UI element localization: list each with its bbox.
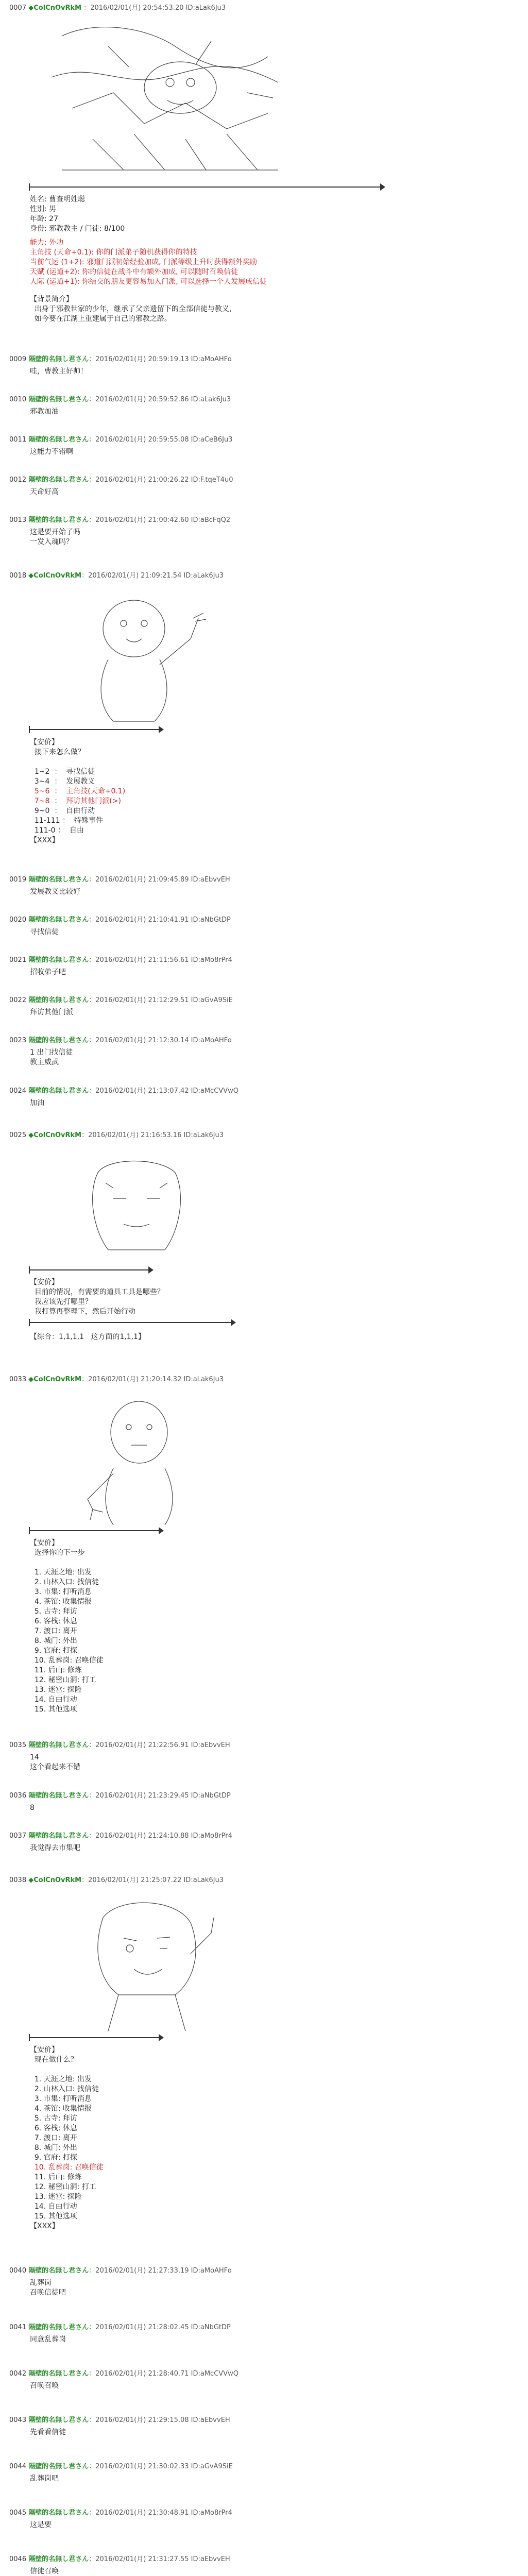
post-number[interactable]: 0038 (9, 1876, 27, 1884)
post-meta: ：2016/02/01(月) 21:30:02.33 ID:aGvA9SiE (89, 2463, 233, 2470)
post-number[interactable]: 0044 (9, 2463, 27, 2470)
post-number[interactable]: 0046 (9, 2555, 27, 2563)
post-text: 一发入魂吗？ (30, 538, 73, 546)
post-text: 天命好高 (30, 488, 59, 496)
post-text: 招收弟子吧 (30, 968, 66, 976)
separator-line (30, 187, 380, 188)
post-text: 教主威武 (30, 1058, 59, 1066)
menu-title: 【安价】 (30, 1539, 59, 1547)
post-text: 这是要开始了吗 (30, 528, 80, 536)
menu-option-highlighted[interactable]: 10. 乱葬岗: 召唤信徒 (30, 2163, 104, 2172)
poster-name: 隔壁的名無し君さん (28, 1037, 89, 1044)
post-number[interactable]: 0010 (9, 396, 27, 403)
profile-background (30, 295, 236, 324)
menu-option-highlighted[interactable]: 5~6 ： 主角技(天命+0.1) (30, 787, 126, 795)
menu-option[interactable]: 15. 其他选项 (30, 2212, 77, 2221)
post-text: 我觉得去市集吧 (30, 1844, 80, 1852)
post-meta: ：2016/02/01(月) 20:59:52.86 ID:aLak6Ju3 (89, 396, 231, 403)
menu-option[interactable]: 111-0 ： 自由 (30, 826, 84, 835)
profile-abilities (30, 238, 267, 287)
post-number[interactable]: 0009 (9, 355, 27, 363)
menu-option[interactable]: 6. 客栈: 休息 (30, 1617, 77, 1625)
post-number[interactable]: 0018 (9, 572, 27, 580)
post-text: 我打算再整理下，然后开始行动 (30, 1308, 135, 1316)
post-text: 乱葬岗吧 (30, 2475, 59, 2483)
menu-option[interactable]: 11. 后山: 修炼 (30, 1666, 82, 1674)
post-meta: ：2016/02/01(月) 21:22:56.91 ID:aEbvvEH (89, 1741, 230, 1749)
post-number[interactable]: 0040 (9, 2267, 27, 2275)
tail-line: 出身于邪教世家的少年，继承了父亲遗留下的全部信徒与教义， (30, 305, 236, 313)
post-meta: ：2016/02/01(月) 21:30:48.91 ID:aMo8rPr4 (89, 2509, 232, 2517)
post-meta: ：2016/02/01(月) 21:12:30.14 ID:aMoAHFo (89, 1037, 232, 1044)
profile-text (30, 195, 125, 234)
menu-option[interactable]: 3~4 ： 发展教义 (30, 777, 95, 786)
post-text: 发展教义比较好 (30, 888, 80, 896)
ascii-art-character-winking (72, 1892, 222, 2036)
poster-name: 隔壁的名無し君さん (28, 1741, 89, 1749)
post-meta: ：2016/02/01(月) 21:25:07.22 ID:aLak6Ju3 (81, 1876, 224, 1884)
poster-name: 隔壁的名無し君さん (28, 355, 89, 363)
menu-option[interactable]: 10. 乱葬岗: 召唤信徒 (30, 1656, 104, 1665)
menu-option[interactable]: 1. 天涯之地: 出发 (30, 2075, 92, 2083)
post-number[interactable]: 0033 (9, 1376, 27, 1383)
post-text: 拜访其他门派 (30, 1008, 73, 1016)
post-text: 召唤信徒吧 (30, 2289, 66, 2297)
post-meta: ：2016/02/01(月) 21:20:14.32 ID:aLak6Ju3 (81, 1376, 224, 1383)
menu-title: 【安价】 (30, 1278, 59, 1286)
post-number[interactable]: 0041 (9, 2324, 27, 2331)
menu-option[interactable]: 5. 古寺: 拜访 (30, 2114, 77, 2123)
post-number[interactable]: 0022 (9, 996, 27, 1004)
poster-name: 隔壁的名無し君さん (28, 2267, 89, 2275)
menu-option[interactable]: 14. 自由行动 (30, 2202, 77, 2211)
post-text: 召唤召唤 (30, 2382, 59, 2390)
post-meta: ：2016/02/01(月) 21:23:29.45 ID:aNbGtDP (89, 1792, 231, 1800)
ascii-art-character-waving (77, 587, 211, 726)
menu-option[interactable]: 14. 自由行动 (30, 1696, 77, 1704)
post-text: 邪教加油 (30, 408, 59, 416)
poster-name: 隔壁的名無し君さん (28, 876, 89, 884)
menu-option[interactable]: 4. 茶馆: 收集情报 (30, 1598, 92, 1606)
post-text: 8 (30, 1804, 35, 1812)
poster-name: 隔壁的名無し君さん (28, 436, 89, 444)
post-header (9, 4, 226, 12)
tail-line: 【背景简介】 (30, 295, 73, 303)
post-meta: ：2016/02/01(月) 20:59:55.08 ID:aCeB6Ju3 (89, 436, 233, 444)
menu-title: 【安价】 (30, 2046, 59, 2054)
menu-option[interactable]: 11-111 ： 特殊事件 (30, 817, 103, 825)
menu-option[interactable]: 9~0 ： 自由行动 (30, 807, 95, 815)
post-number[interactable]: 0024 (9, 1087, 27, 1095)
poster-name: 隔壁的名無し君さん (28, 996, 89, 1004)
post-text: 加油 (30, 1099, 44, 1107)
poster-name: 隔壁的名無し君さん (28, 2509, 89, 2517)
poster-name: 隔壁的名無し君さん (28, 1792, 89, 1800)
question-text (30, 1278, 164, 1317)
ascii-art-title-illustration (31, 15, 299, 180)
poster-name: ◆ColCnOvRkM (28, 1131, 82, 1139)
menu-prompt: 接下来怎么做？ (30, 748, 85, 756)
menu-title: 【安价】 (30, 738, 59, 747)
menu-result: 【XXX】 (30, 836, 59, 844)
poster-name: 隔壁的名無し君さん (28, 956, 89, 964)
menu-option[interactable]: 2. 山林入口: 找信徒 (30, 1578, 99, 1586)
menu-option[interactable]: 9. 官府: 打探 (30, 2154, 77, 2162)
post-meta: ：2016/02/01(月) 21:28:02.45 ID:aNbGtDP (89, 2324, 231, 2331)
menu-prompt: 现在做什么？ (30, 2056, 78, 2064)
poster-name: 隔壁的名無し君さん (28, 476, 89, 484)
post-meta: ：2016/02/01(月) 21:11:56.61 ID:aMo8rPr4 (89, 956, 232, 964)
ability-line: 能力: 外功 (30, 239, 64, 247)
tail-line: 如今要在江湖上重建属于自己的邪教之路。 (30, 315, 172, 323)
post-meta: ：2016/02/01(月) 20:54:53.20 ID:aLak6Ju3 (83, 4, 226, 12)
menu-option[interactable]: 8. 城门: 外出 (30, 2144, 77, 2152)
poster-name: 隔壁的名無し君さん (28, 916, 89, 924)
post-meta: ：2016/02/01(月) 20:59:19.13 ID:aMoAHFo (89, 355, 232, 363)
poster-name: ◆ColCnOvRkM (28, 4, 82, 12)
menu-option[interactable]: 1. 天涯之地: 出发 (30, 1568, 92, 1577)
location-menu (30, 2045, 104, 2231)
separator-line (30, 2037, 159, 2038)
menu-option[interactable]: 2. 山林入口: 找信徒 (30, 2085, 99, 2093)
post-meta: ：2016/02/01(月) 21:00:26.22 ID:F.tqeT4u0 (89, 476, 233, 484)
ability-line: 人际 (运道+1): 你结交的朋友更容易加入门派, 可以选择一个人发展成信徒 (30, 278, 267, 286)
line-age: 年龄: 27 (30, 215, 58, 223)
menu-option[interactable]: 15. 其他选项 (30, 1705, 77, 1714)
menu-result: 【XXX】 (30, 2222, 59, 2230)
post-text: 同意乱葬岗 (30, 2335, 66, 2344)
post-number[interactable]: 0036 (9, 1792, 27, 1800)
location-menu (30, 1538, 104, 1715)
post-meta: ：2016/02/01(月) 21:09:45.89 ID:aEbvvEH (89, 876, 230, 884)
menu-option[interactable]: 12. 秘密山洞: 打工 (30, 1676, 96, 1684)
post-number[interactable]: 0020 (9, 916, 27, 924)
post-number[interactable]: 0045 (9, 2509, 27, 2517)
poster-name: 隔壁的名無し君さん (28, 2416, 89, 2424)
post-number[interactable]: 0043 (9, 2416, 27, 2424)
menu-option[interactable]: 12. 秘密山洞: 打工 (30, 2183, 96, 2191)
menu-option[interactable]: 1~2 ： 寻找信徒 (30, 768, 95, 776)
post-number[interactable]: 0037 (9, 1832, 27, 1840)
menu-prompt: 选择你的下一步 (30, 1549, 85, 1557)
post-number[interactable]: 0025 (9, 1131, 27, 1139)
menu-option[interactable]: 13. 迷宫: 探险 (30, 2193, 82, 2201)
post-number[interactable]: 0013 (9, 516, 27, 524)
poster-name: 隔壁的名無し君さん (28, 1087, 89, 1095)
poster-name: 隔壁的名無し君さん (28, 2324, 89, 2331)
poster-name: 隔壁的名無し君さん (28, 396, 89, 403)
post-meta: ：2016/02/01(月) 21:31:27.55 ID:aEbvvEH (89, 2555, 230, 2563)
post-number[interactable]: 0035 (9, 1741, 27, 1749)
menu-option-highlighted[interactable]: 7~8 ： 拜访其他门派(>) (30, 797, 121, 805)
post-number[interactable]: 0042 (9, 2370, 27, 2378)
post-text: 我应该先打哪里？ (30, 1298, 92, 1306)
separator-line (30, 1322, 231, 1323)
menu-option[interactable]: 3. 市集: 打听消息 (30, 1588, 92, 1596)
poster-name: ◆ColCnOvRkM (28, 1376, 82, 1383)
menu-option[interactable]: 6. 客栈: 休息 (30, 2124, 77, 2132)
post-number[interactable]: 0012 (9, 476, 27, 484)
menu-option[interactable]: 4. 茶馆: 收集情报 (30, 2105, 92, 2113)
separator-line (30, 1530, 159, 1531)
poster-name: 隔壁的名無し君さん (28, 2555, 89, 2563)
post-text: 这个看起来不错 (30, 1763, 80, 1771)
choice-menu (30, 738, 125, 845)
ability-line: 天赋 (运道+2): 你的信徒在战斗中有额外加成, 可以随时召唤信徒 (30, 268, 239, 276)
post-text: 哇，曹教主好帅！ (30, 367, 88, 376)
post-number[interactable]: 0019 (9, 876, 27, 884)
post-text: 1 出门找信徒 (30, 1048, 73, 1057)
menu-option[interactable]: 3. 市集: 打听消息 (30, 2095, 92, 2103)
separator-line (30, 1269, 148, 1270)
ascii-art-character-pointing (72, 1391, 216, 1530)
poster-name: ◆ColCnOvRkM (28, 572, 82, 580)
poster-name: 隔壁的名無し君さん (28, 2370, 89, 2378)
post-number[interactable]: 0007 (9, 4, 27, 12)
separator-line (30, 729, 159, 730)
ability-line: 当前气运 (1+2): 邪道门派初始经验加成, 门派等级上升时获得额外奖励 (30, 258, 257, 266)
line-name: 姓名: 曹查明姓聪 (30, 195, 86, 204)
menu-result: 【综合：1,1,1,1 这方面的1,1,1】 (30, 1333, 145, 1341)
post-number[interactable]: 0021 (9, 956, 27, 964)
post-meta: ：2016/02/01(月) 21:13:07.42 ID:aMcCVVwQ (89, 1087, 239, 1095)
poster-name: ◆ColCnOvRkM (28, 1876, 82, 1884)
poster-name: 隔壁的名無し君さん (28, 516, 89, 524)
post-meta: ：2016/02/01(月) 21:10:41.91 ID:aNbGtDP (89, 916, 231, 924)
ability-line: 主角技 (天命+0.1): 你的门派弟子随机获得你的特技 (30, 248, 197, 257)
post-meta: ：2016/02/01(月) 21:28:40.71 ID:aMcCVVwQ (89, 2370, 239, 2378)
post-text: 这是要 (30, 2521, 52, 2529)
post-text: 目前的情况，有需要的道具工具是哪些？ (30, 1288, 164, 1296)
post-meta: ：2016/02/01(月) 21:00:42.60 ID:aBcFqQ2 (89, 516, 231, 524)
menu-option[interactable]: 5. 古寺: 拜访 (30, 1607, 77, 1616)
post-meta: ：2016/02/01(月) 21:24:10.88 ID:aMo8rPr4 (89, 1832, 232, 1840)
post-meta: ：2016/02/01(月) 21:29:15.08 ID:aEbvvEH (89, 2416, 230, 2424)
poster-name: 隔壁的名無し君さん (28, 1832, 89, 1840)
post-meta: ：2016/02/01(月) 21:09:21.54 ID:aLak6Ju3 (81, 572, 224, 580)
menu-option[interactable]: 13. 迷宫: 探险 (30, 1686, 82, 1694)
menu-option[interactable]: 7. 渡口: 离开 (30, 1627, 77, 1635)
menu-option[interactable]: 7. 渡口: 离开 (30, 2134, 77, 2142)
post-text: 信徒召唤 (30, 2567, 59, 2575)
line-gender: 性别: 男 (30, 205, 57, 213)
post-meta: ：2016/02/01(月) 21:16:53.16 ID:aLak6Ju3 (81, 1131, 224, 1139)
post-text: 14 (30, 1753, 39, 1761)
post-number[interactable]: 0011 (9, 436, 27, 444)
post-meta: ：2016/02/01(月) 21:12:29.51 ID:aGvA9SiE (89, 996, 233, 1004)
ascii-art-character-thinking (77, 1152, 196, 1265)
post-meta: ：2016/02/01(月) 21:27:33.19 ID:aMoAHFo (89, 2267, 232, 2275)
post-text: 寻找信徒 (30, 928, 59, 936)
post-number[interactable]: 0023 (9, 1037, 27, 1044)
poster-name: 隔壁的名無し君さん (28, 2463, 89, 2470)
menu-option[interactable]: 9. 官府: 打探 (30, 1647, 77, 1655)
post-text: 这能力不错啊 (30, 448, 73, 456)
line-identity: 身份: 邪教教主 / 门徒: 8/100 (30, 225, 125, 233)
post-text: 乱葬岗 (30, 2279, 52, 2287)
menu-option[interactable]: 11. 后山: 修炼 (30, 2173, 82, 2181)
menu-option[interactable]: 8. 城门: 外出 (30, 1637, 77, 1645)
post-text: 先看看信徒 (30, 2428, 66, 2436)
